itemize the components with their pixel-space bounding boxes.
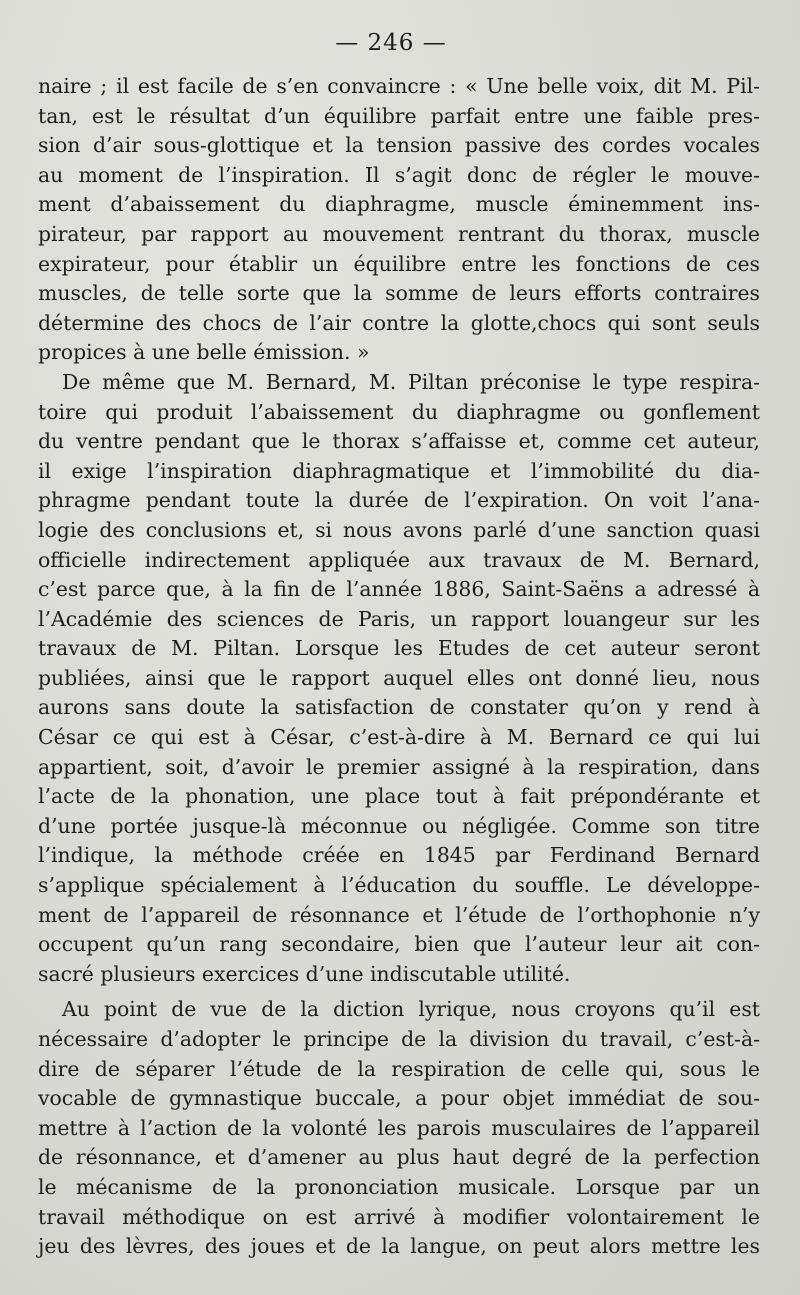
text-line: tan, est le résultat d’un équilibre parfait entre une faible pres- <box>38 103 760 128</box>
text-line: dire de séparer l’étude de la respiration de celle qui, sous le <box>38 1056 760 1081</box>
text-line: appartient, soit, d’avoir le premier assigné à la respiration, dans <box>38 754 760 779</box>
text-line: il exige l’inspiration diaphragmatique et l’immobilité du dia- <box>38 458 760 483</box>
text-line: ment d’abaissement du diaphragme, muscle éminemment ins- <box>38 192 760 217</box>
text-line: de résonnance, et d’amener au plus haut degré de la perfection <box>38 1145 760 1170</box>
text-line: du ventre pendant que le thorax s’affaisse et, comme cet auteur, <box>38 429 760 454</box>
text-line: nécessaire d’adopter le principe de la division du travail, c’est-à- <box>38 1027 760 1051</box>
text-line: propices à une belle émission. » <box>38 340 370 365</box>
text-line: expirateur, pour établir un équilibre entre les fonctions de ces <box>38 251 760 276</box>
text-line: d’une portée jusque-là méconnue ou négligée. Comme son titre <box>38 813 760 838</box>
text-line: le mécanisme de la prononciation musicale. Lorsque par un <box>38 1174 760 1199</box>
text-line: l’acte de la phonation, une place tout à fait prépondérante et <box>38 784 760 809</box>
text-line: Au point de vue de la diction lyrique, nous croyons qu’il est <box>62 997 760 1022</box>
text-line: sacré plusieurs exercices d’une indiscutable utilité. <box>38 961 571 986</box>
text-line: travail méthodique on est arrivé à modifier volontairement le <box>38 1204 760 1229</box>
text-line: toire qui produit l’abaissement du diaphragme ou gonflement <box>38 399 760 424</box>
text-line: officielle indirectement appliquée aux travaux de M. Bernard, <box>38 547 760 572</box>
text-line: mettre à l’action de la volonté les parois musculaires de l’appareil <box>38 1115 760 1140</box>
text-line: occupent qu’un rang secondaire, bien que l’auteur leur ait con- <box>38 932 760 957</box>
text-line: publiées, ainsi que le rapport auquel elles ont donné lieu, nous <box>38 665 760 690</box>
text-line: naire ; il est facile de s’en convaincre : « Une belle voix, dit M. Pil- <box>38 74 760 98</box>
text-line: travaux de M. Piltan. Lorsque les Etudes de cet auteur seront <box>38 636 760 661</box>
paragraph <box>38 368 760 989</box>
text-line: détermine des chocs de l’air contre la glotte,chocs qui sont seuls <box>38 310 760 335</box>
text-line: l’indique, la méthode créée en 1845 par Ferdinand Bernard <box>38 843 760 868</box>
text-line: vocable de gymnastique buccale, a pour objet immédiat de sou- <box>38 1086 760 1111</box>
text-line: jeu des lèvres, des joues et de la langue, on peut alors mettre les <box>38 1234 760 1259</box>
page-number: — 246 — <box>335 30 447 56</box>
text-line: c’est parce que, à la fin de l’année 1886, Saint-Saëns a adressé à <box>38 577 760 602</box>
body-text <box>38 72 760 1262</box>
text-line: l’Académie des sciences de Paris, un rapport louangeur sur les <box>38 606 760 631</box>
text-line: logie des conclusions et, si nous avons parlé d’une sanction quasi <box>38 517 760 542</box>
text-line: César ce qui est à César, c’est-à-dire à M. Bernard ce qui lui <box>38 725 760 750</box>
text-line: phragme pendant toute la durée de l’expiration. On voit l’ana- <box>38 488 760 513</box>
text-line: muscles, de telle sorte que la somme de leurs efforts contraires <box>38 281 760 306</box>
text-line: au moment de l’inspiration. Il s’agit donc de régler le mouve- <box>38 162 760 187</box>
paragraph <box>38 995 760 1261</box>
text-line: pirateur, par rapport au mouvement rentrant du thorax, muscle <box>38 221 760 246</box>
text-line: aurons sans doute la satisfaction de constater qu’on y rend à <box>38 695 760 720</box>
paragraph <box>38 72 760 368</box>
text-line: De même que M. Bernard, M. Piltan préconise le type respira- <box>62 369 760 394</box>
text-line: ment de l’appareil de résonnance et l’étude de l’orthophonie n’y <box>38 902 760 927</box>
text-line: s’applique spécialement à l’éducation du souffle. Le développe- <box>38 873 760 898</box>
text-line: sion d’air sous-glottique et la tension passive des cordes vocales <box>38 133 760 158</box>
